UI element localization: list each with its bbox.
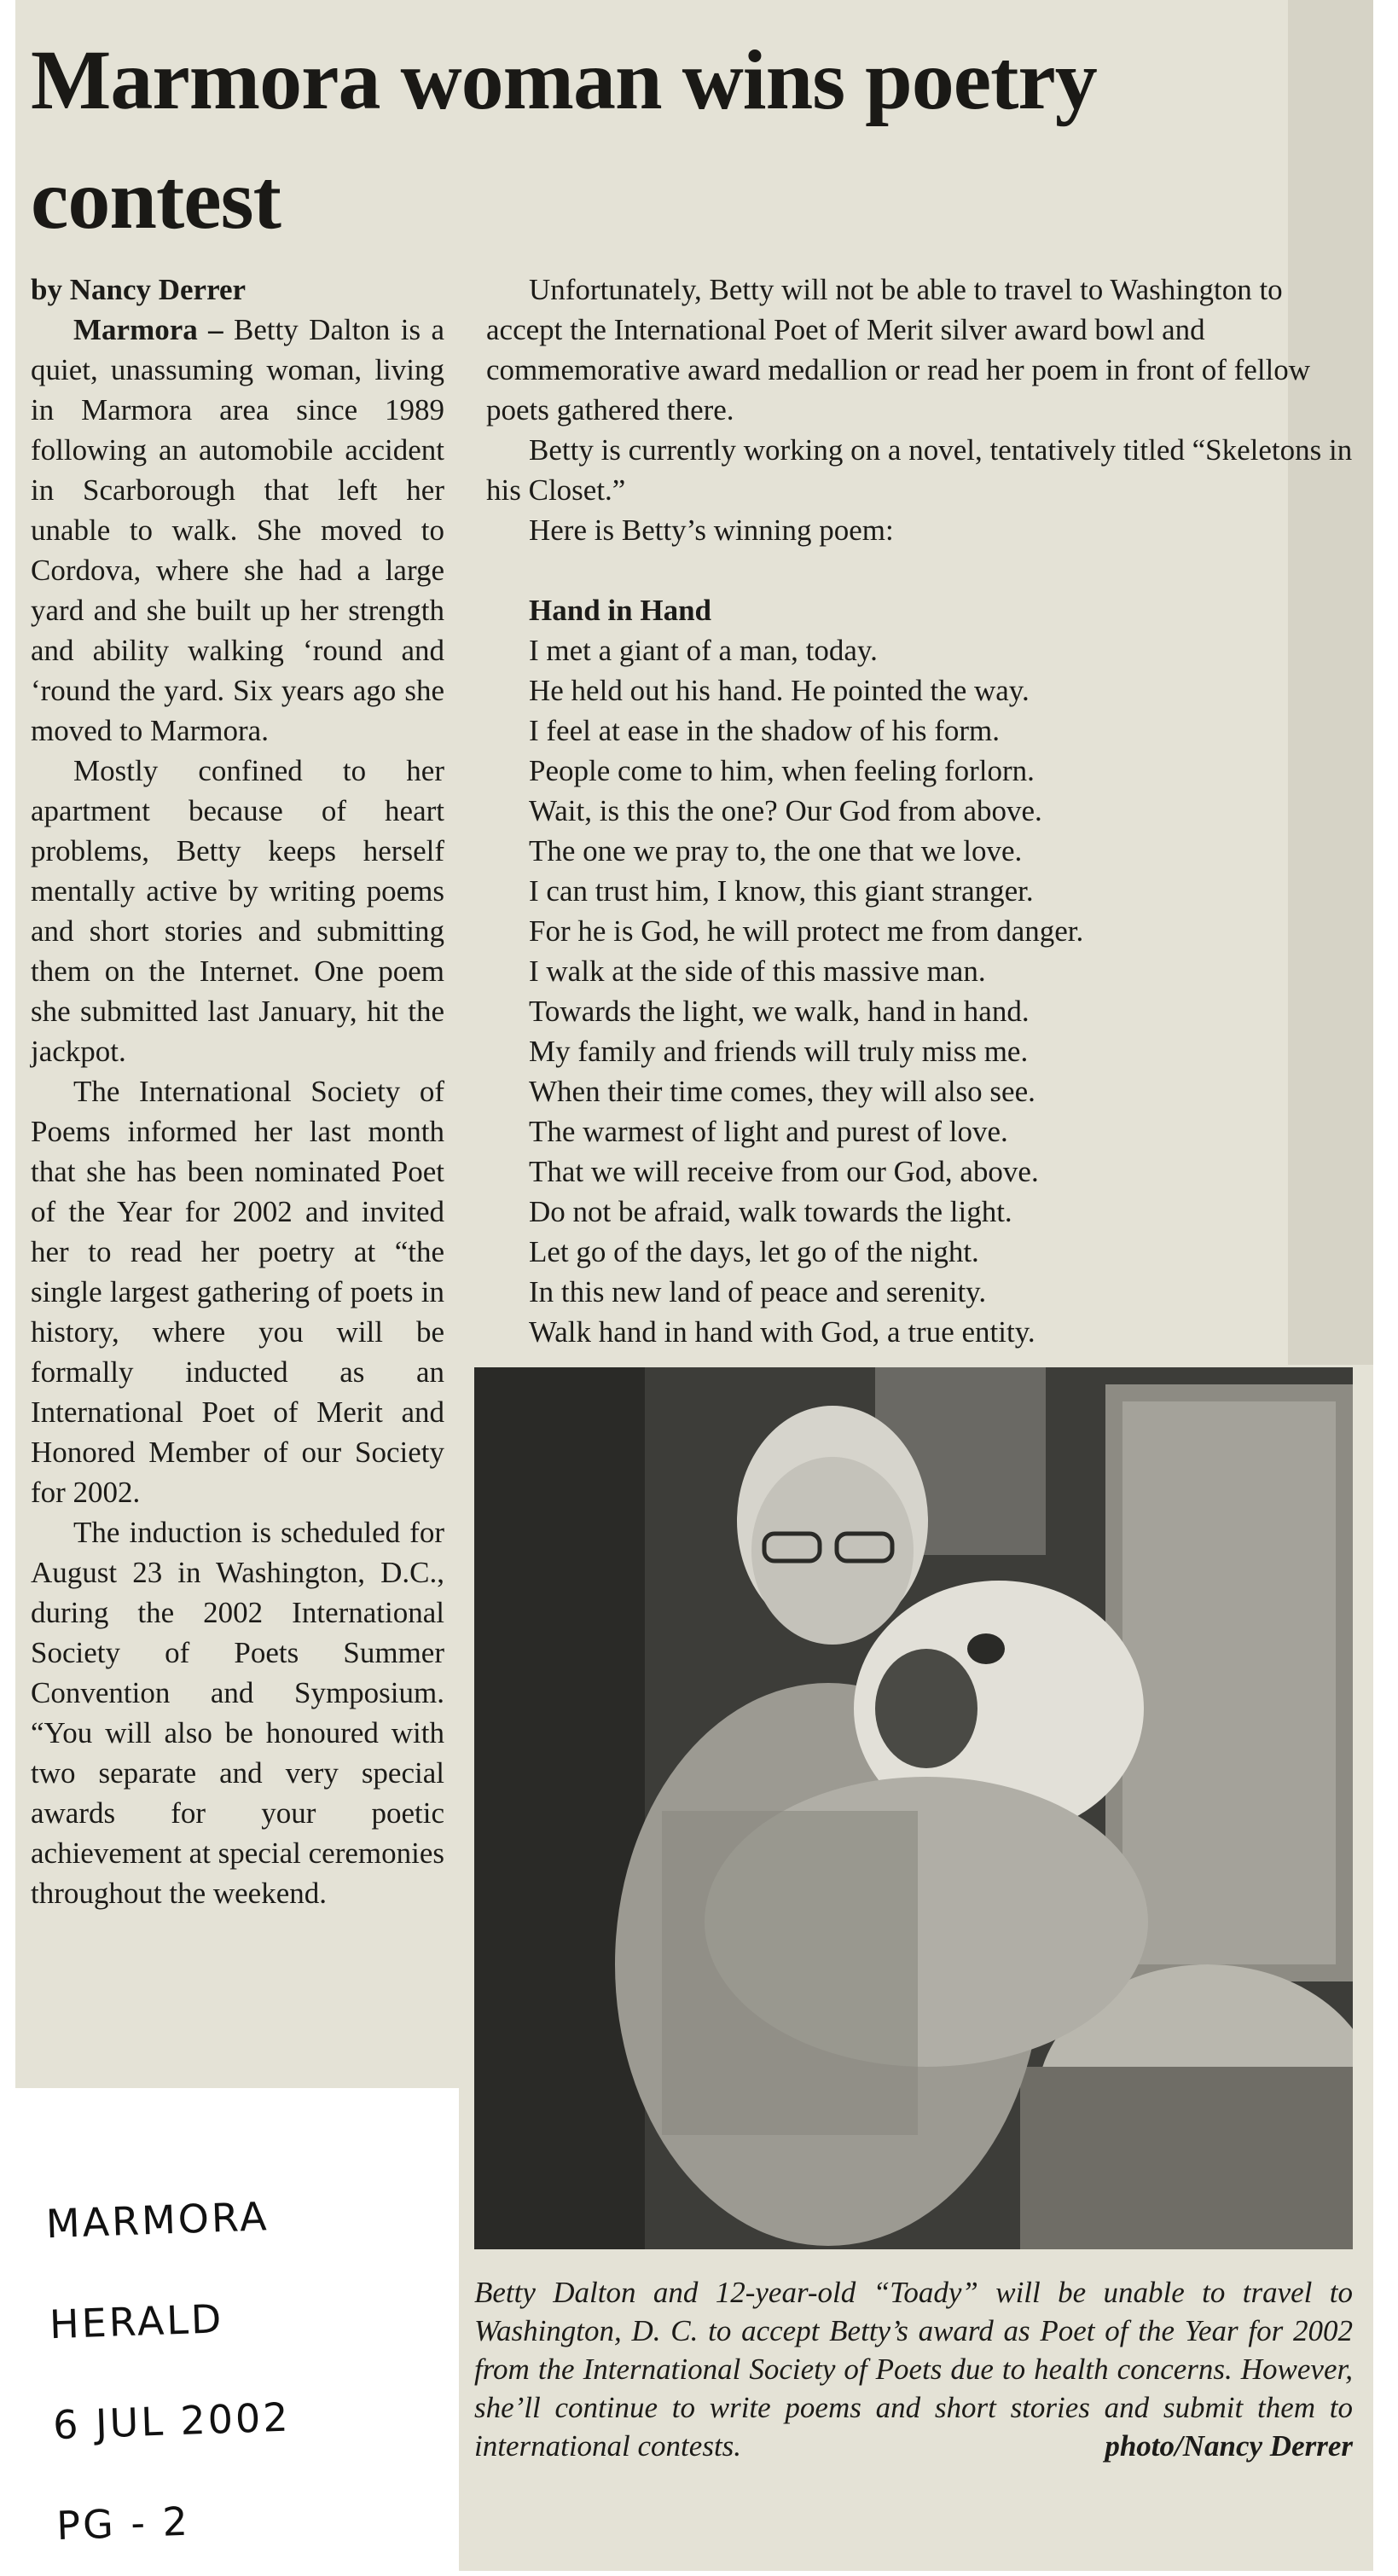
- article-paragraph: The International Society of Poems informed her last month that she has been nominated Poet of the Year for 2002 and invited her to read her poetry at “the single largest gathering of poets in history, where you will be formally inducted as an International Poet of Merit and Honored Member of our Society for 2002.: [31, 1075, 444, 1509]
- handwritten-note: [44, 2160, 459, 2576]
- poem-line: That we will receive from our God, above.: [529, 1155, 1039, 1188]
- poem-line: For he is God, he will protect me from danger.: [529, 914, 1084, 948]
- article-paragraph: Unfortunately, Betty will not be able to travel to Washington to accept the International Poet of Merit silver award bowl and commemorative award medallion or read her poem in front of fellow poets gathered there.: [486, 273, 1311, 426]
- article-paragraph: Mostly confined to her apartment because of heart problems, Betty keeps herself mentally active by writing poems and short stories and submitting them on the Internet. One poem she submitted last January, hit the jackpot.: [31, 754, 444, 1068]
- poem-line: Walk hand in hand with God, a true entity.: [529, 1315, 1035, 1349]
- poem-line: Towards the light, we walk, hand in hand.: [529, 995, 1030, 1028]
- handwritten-line: HERALD: [49, 2295, 225, 2348]
- poem-title: Hand in Hand: [529, 594, 711, 627]
- poem-line: I walk at the side of this massive man.: [529, 954, 986, 988]
- poem-line: The warmest of light and purest of love.: [529, 1115, 1008, 1148]
- poem: [486, 630, 1358, 1352]
- article-paragraph: Betty is currently working on a novel, tentatively titled “Skeletons in his Closet.”: [486, 433, 1353, 507]
- poem-line: Wait, is this the one? Our God from above.: [529, 794, 1042, 827]
- poem-line: I feel at ease in the shadow of his form.: [529, 714, 1001, 747]
- handwritten-line: PG - 2: [55, 2498, 191, 2550]
- poem-line: People come to him, when feeling forlorn.: [529, 754, 1035, 787]
- news-photo: [474, 1367, 1353, 2249]
- photo-caption: [474, 2273, 1353, 2465]
- article-paragraph: Marmora – Betty Dalton is a quiet, unassuming woman, living in Marmora area since 1989 following an automobile accident in Scarborough that left her unable to walk. She moved to Cordova, where she had a large yard and she built up her strength and ability walking ‘round and ‘round the yard. Six years ago she moved to Marmora.: [31, 313, 445, 747]
- poem-line: He held out his hand. He pointed the way.: [529, 674, 1030, 707]
- right-column: [486, 270, 1358, 1352]
- article-paragraph: Here is Betty’s winning poem:: [529, 513, 894, 547]
- poem-line: I can trust him, I know, this giant stranger.: [529, 874, 1034, 908]
- left-column: [31, 270, 444, 1913]
- poem-line: In this new land of peace and serenity.: [529, 1275, 987, 1308]
- photo-illustration: [474, 1367, 1353, 2249]
- byline: by Nancy Derrer: [31, 273, 247, 306]
- poem-line: Do not be afraid, walk towards the light.: [529, 1195, 1012, 1228]
- caption-text: Betty Dalton and 12-year-old “Toady” will be unable to travel to Washington, D. C. to accept Betty’s award as Poet of the Year for 2002 from the International Society of Poets due to health concerns. However, she’ll continue to write poems and short stories and submit them to international contests.: [474, 2276, 1353, 2463]
- handwritten-line: MARMORA: [45, 2193, 270, 2248]
- poem-line: The one we pray to, the one that we love.: [529, 834, 1023, 867]
- article-paragraph: The induction is scheduled for August 23 in Washington, D.C., during the 2002 International Society of Poets Summer Convention and Symposium. “You will also be honoured with two separate and very special awards for your poetic achievement at special ceremonies throughout the weekend.: [31, 1516, 444, 1910]
- photo-credit: photo/Nancy Derrer: [1105, 2429, 1353, 2463]
- poem-line: I met a giant of a man, today.: [529, 634, 878, 667]
- poem-line: When their time comes, they will also see.: [529, 1075, 1035, 1108]
- poem-line: My family and friends will truly miss me.: [529, 1035, 1029, 1068]
- poem-line: Let go of the days, let go of the night.: [529, 1235, 979, 1268]
- article-headline: Marmora woman wins poetry contest: [31, 32, 1097, 247]
- handwritten-line: 6 JUL 2002: [52, 2393, 292, 2449]
- dateline: Marmora –: [73, 313, 223, 346]
